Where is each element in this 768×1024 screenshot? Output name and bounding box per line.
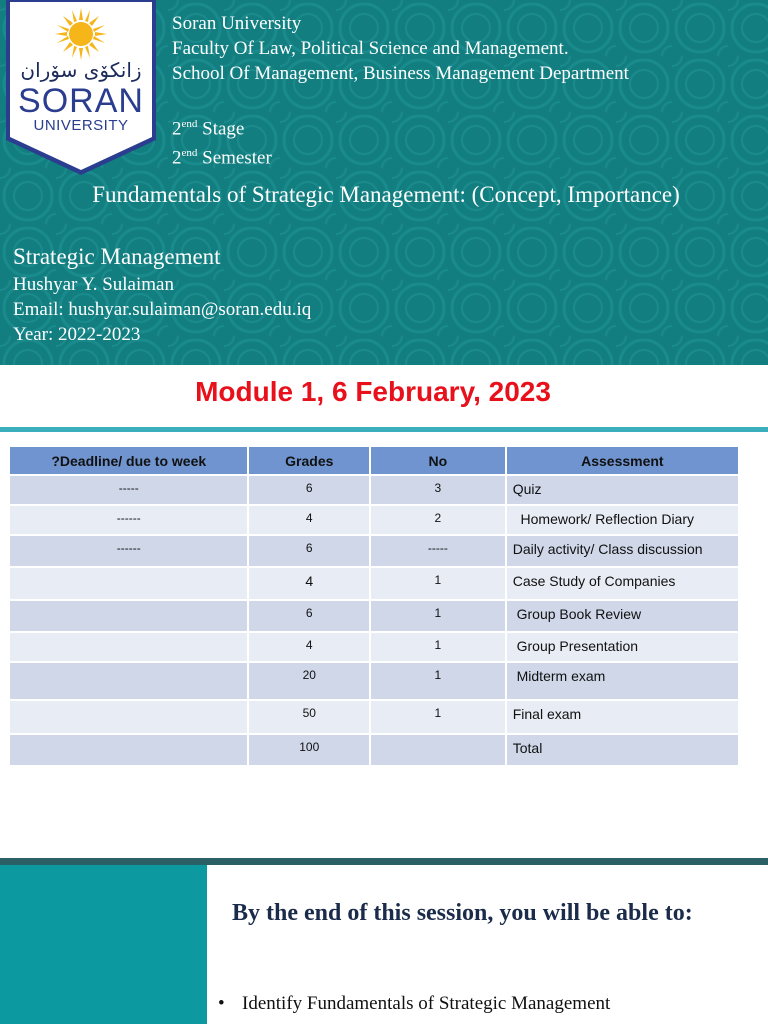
module-title: Module 1, 6 February, 2023 <box>195 376 551 407</box>
grades-cell: 6 <box>248 475 370 505</box>
assessment-cell: Quiz <box>506 475 739 505</box>
header-deadline: ?Deadline/ due to week <box>10 447 248 475</box>
grades-cell: 6 <box>248 600 370 632</box>
no-cell: 1 <box>370 600 506 632</box>
grades-cell: 50 <box>248 700 370 734</box>
stage-line: $2^{end}$ Stage <box>172 118 245 140</box>
table-row <box>10 700 739 734</box>
assessment-cell: Group Book Review <box>506 600 739 632</box>
assessment-cell: Midterm exam <box>506 662 739 700</box>
deadline-cell <box>10 734 248 766</box>
table-row <box>10 734 739 766</box>
no-cell: 2 <box>370 505 506 535</box>
no-cell: ----- <box>370 535 506 567</box>
no-cell: 1 <box>370 632 506 662</box>
divider <box>0 427 768 432</box>
logo-arabic-text: زانكۆی سۆران <box>20 58 142 82</box>
logo-name: SORAN <box>18 82 144 120</box>
academic-year: Year: 2022-2023 <box>13 324 141 345</box>
subject-name: Strategic Management <box>13 244 221 269</box>
session-heading: By the end of this session, you will be able to: <box>232 900 693 926</box>
assessment-table <box>10 447 740 767</box>
deadline-cell: ------ <box>10 505 248 535</box>
university-name: Soran University <box>172 13 302 34</box>
no-cell: 1 <box>370 700 506 734</box>
logo-subtitle: UNIVERSITY <box>33 117 129 134</box>
deadline-cell <box>10 662 248 700</box>
assessment-cell: Case Study of Companies <box>506 567 739 600</box>
lecturer-name: Hushyar Y. Sulaiman <box>13 274 174 295</box>
list-item <box>218 993 610 1015</box>
header-assessment: Assessment <box>506 447 739 475</box>
table-row <box>10 567 739 600</box>
lecturer-info <box>13 242 311 347</box>
assessment-cell: Homework/ Reflection Diary <box>506 505 739 535</box>
deadline-cell <box>10 600 248 632</box>
header-no: No <box>370 447 506 475</box>
deadline-cell <box>10 700 248 734</box>
assessment-cell: Final exam <box>506 700 739 734</box>
department-name: School Of Management, Business Management Department <box>172 63 629 84</box>
university-info <box>172 11 629 171</box>
table-row <box>10 505 739 535</box>
grades-cell: 4 <box>248 505 370 535</box>
table-row <box>10 475 739 505</box>
no-cell <box>370 734 506 766</box>
table-row <box>10 662 739 700</box>
university-logo <box>4 0 158 176</box>
grades-cell: 6 <box>248 535 370 567</box>
deadline-cell <box>10 632 248 662</box>
no-cell: 3 <box>370 475 506 505</box>
lecturer-email: Email: hushyar.sulaiman@soran.edu.iq <box>13 299 312 320</box>
header-grades: Grades <box>248 447 370 475</box>
table-row <box>10 632 739 662</box>
bullet-icon: • <box>218 993 225 1014</box>
table-row <box>10 600 739 632</box>
no-cell: 1 <box>370 662 506 700</box>
no-cell: 1 <box>370 567 506 600</box>
slide-divider <box>0 858 768 865</box>
course-title: Fundamentals of Strategic Management: (Concept, Importance) <box>92 182 680 207</box>
list-item-text: Identify Fundamentals of Strategic Management <box>242 993 611 1014</box>
assessment-cell: Group Presentation <box>506 632 739 662</box>
assessment-cell: Total <box>506 734 739 766</box>
title-slide <box>0 0 768 365</box>
grades-cell: 100 <box>248 734 370 766</box>
grades-cell: 4 <box>248 632 370 662</box>
table-row <box>10 535 739 567</box>
side-panel <box>0 865 207 1024</box>
grades-cell: 20 <box>248 662 370 700</box>
table-header-row <box>10 447 739 475</box>
deadline-cell <box>10 567 248 600</box>
faculty-name: Faculty Of Law, Political Science and Management. <box>172 38 569 59</box>
assessment-cell: Daily activity/ Class discussion <box>506 535 739 567</box>
semester-line: $2^{end}$ Semester <box>172 147 272 169</box>
grades-cell: 4 <box>248 567 370 600</box>
deadline-cell: ------ <box>10 535 248 567</box>
deadline-cell: ----- <box>10 475 248 505</box>
